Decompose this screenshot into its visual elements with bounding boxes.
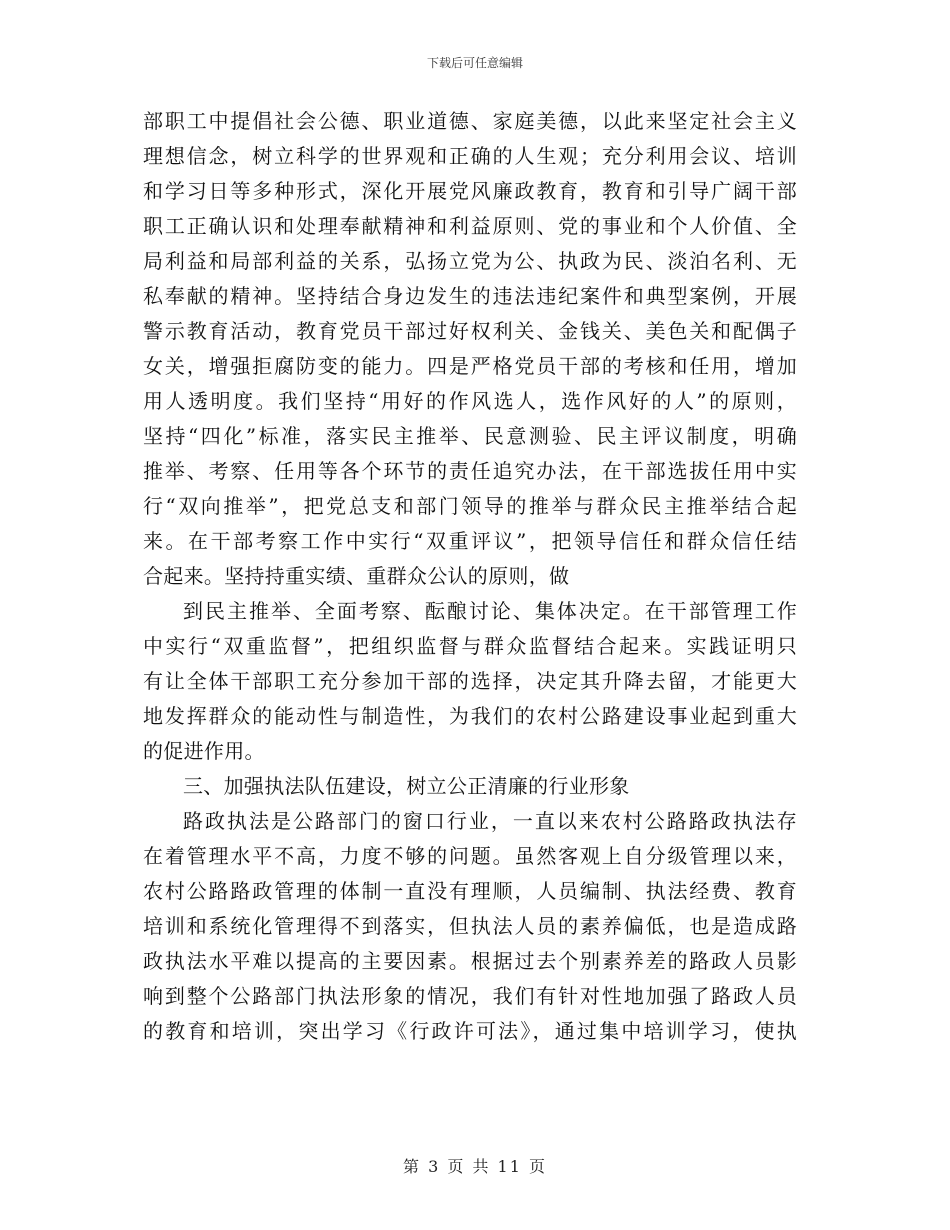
text-line: 政执法水平难以提高的主要因素。根据过去个别素养差的路政人员影 [143,949,797,973]
text-line: 女关，增强拒腐防变的能力。四是严格党员干部的考核和任用，增加 [143,354,797,378]
text-line: 有让全体干部职工充分参加干部的选择，决定其升降去留，才能更大 [143,669,797,693]
text-line: 用人透明度。我们坚持“用好的作风选人，选作风好的人”的原则， [143,389,797,413]
document-body [143,104,797,1049]
text-line: 在着管理水平不高，力度不够的问题。虽然客观上自分级管理以来， [143,844,797,868]
text-line: 地发挥群众的能动性与制造性，为我们的农村公路建设事业起到重大 [143,704,797,728]
text-line: 推举、考察、任用等各个环节的责任追究办法，在干部选拔任用中实 [143,459,797,483]
text-line: 来。在干部考察工作中实行“双重评议”，把领导信任和群众信任结 [143,529,797,553]
text-line: 培训和系统化管理得不到落实，但执法人员的素养偏低，也是造成路 [143,914,797,938]
text-line: 局利益和局部利益的关系，弘扬立党为公、执政为民、淡泊名利、无 [143,249,797,273]
text-line: 合起来。坚持持重实绩、重群众公认的原则，做 [143,564,570,588]
text-line: 路政执法是公路部门的窗口行业，一直以来农村公路路政执法存 [183,809,797,833]
text-line: 的促进作用。 [143,739,265,763]
text-line: 和学习日等多种形式，深化开展党风廉政教育，教育和引导广阔干部 [143,179,797,203]
text-line: 三、加强执法队伍建设，树立公正清廉的行业形象 [183,774,630,798]
text-line: 农村公路路政管理的体制一直没有理顺，人员编制、执法经费、教育 [143,879,797,903]
text-line: 部职工中提倡社会公德、职业道德、家庭美德，以此来坚定社会主义 [143,109,797,133]
page-number-footer: 第 3 页 共 11 页 [403,1157,547,1176]
text-line: 私奉献的精神。坚持结合身边发生的违法违纪案件和典型案例，开展 [143,284,797,308]
text-line: 警示教育活动，教育党员干部过好权利关、金钱关、美色关和配偶子 [143,319,797,343]
text-line: 的教育和培训，突出学习《行政许可法》，通过集中培训学习，使执 [143,1019,797,1043]
text-line: 坚持“四化”标准，落实民主推举、民意测验、民主评议制度，明确 [143,424,797,448]
text-line: 理想信念，树立科学的世界观和正确的人生观；充分利用会议、培训 [143,144,797,168]
text-line: 中实行“双重监督”，把组织监督与群众监督结合起来。实践证明只 [143,634,797,658]
page-header: 下载后可任意编辑 [426,56,523,70]
text-line: 职工正确认识和处理奉献精神和利益原则、党的事业和个人价值、全 [143,214,797,238]
text-line: 到民主推举、全面考察、酝酿讨论、集体决定。在干部管理工作 [183,599,797,623]
text-line: 行“双向推举”，把党总支和部门领导的推举与群众民主推举结合起 [143,494,797,518]
text-line: 响到整个公路部门执法形象的情况，我们有针对性地加强了路政人员 [143,984,797,1008]
